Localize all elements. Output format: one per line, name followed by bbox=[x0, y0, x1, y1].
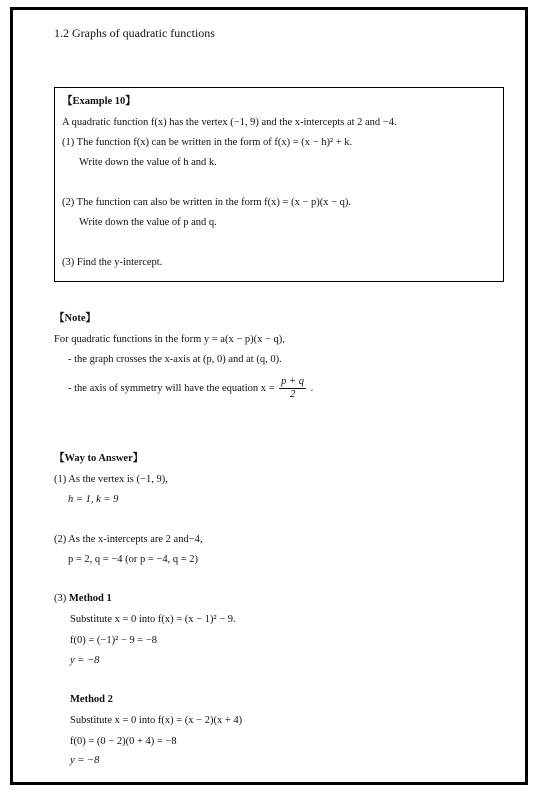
answer-1-line-1: (1) As the vertex is (−1, 9), bbox=[54, 474, 168, 485]
note-line-1: For quadratic functions in the form y = a(x − p)(x − q), bbox=[54, 334, 285, 345]
axis-fraction bbox=[279, 376, 306, 401]
method-2-line-3: y = −8 bbox=[70, 755, 100, 766]
answer-2-line-1: (2) As the x-intercepts are 2 and−4, bbox=[54, 534, 203, 545]
question-1-line-2: Write down the value of h and k. bbox=[79, 157, 217, 168]
example-heading: 【Example 10】 bbox=[62, 96, 136, 107]
method-1-heading: Method 1 bbox=[68, 593, 112, 604]
note-line-3 bbox=[68, 375, 313, 403]
page-title: 1.2 Graphs of quadratic functions bbox=[54, 26, 215, 40]
question-2-line-2: Write down the value of p and q. bbox=[79, 217, 217, 228]
method-2-line-1: Substitute x = 0 into f(x) = (x − 2)(x + 4) bbox=[70, 715, 243, 726]
method-1-line-3: y = −8 bbox=[70, 655, 100, 666]
question-1-line-1: (1) The function f(x) can be written in the form of f(x) = (x − h)² + k. bbox=[62, 137, 353, 148]
fraction-denominator: 2 bbox=[289, 389, 296, 401]
method-1-line-2: f(0) = (−1)² − 9 = −8 bbox=[70, 635, 157, 646]
note-line-3-suffix: . bbox=[310, 383, 314, 394]
note-line-3-prefix: - the axis of symmetry will have the equation x = bbox=[68, 383, 275, 394]
answer-3-label bbox=[54, 592, 112, 606]
method-2-line-2: f(0) = (0 − 2)(0 + 4) = −8 bbox=[70, 736, 177, 747]
note-heading: 【Note】 bbox=[54, 313, 96, 324]
answer-heading: 【Way to Answer】 bbox=[54, 453, 144, 464]
example-intro: A quadratic function f(x) has the vertex (−1, 9) and the x-intercepts at 2 and −4. bbox=[62, 117, 397, 128]
answer-1-line-2: h = 1, k = 9 bbox=[68, 494, 119, 505]
question-2-line-1: (2) The function can also be written in the form f(x) = (x − p)(x − q). bbox=[62, 197, 352, 208]
question-3-line-1: (3) Find the y-intercept. bbox=[62, 257, 163, 268]
answer-3-number: (3) bbox=[54, 593, 67, 604]
answer-2-line-2: p = 2, q = −4 (or p = −4, q = 2) bbox=[68, 554, 199, 565]
note-line-2: - the graph crosses the x-axis at (p, 0) and at (q, 0). bbox=[68, 354, 282, 365]
method-2-heading: Method 2 bbox=[70, 694, 113, 705]
fraction-numerator: p + q bbox=[281, 376, 305, 388]
method-1-line-1: Substitute x = 0 into f(x) = (x − 1)² − 9. bbox=[70, 614, 236, 625]
